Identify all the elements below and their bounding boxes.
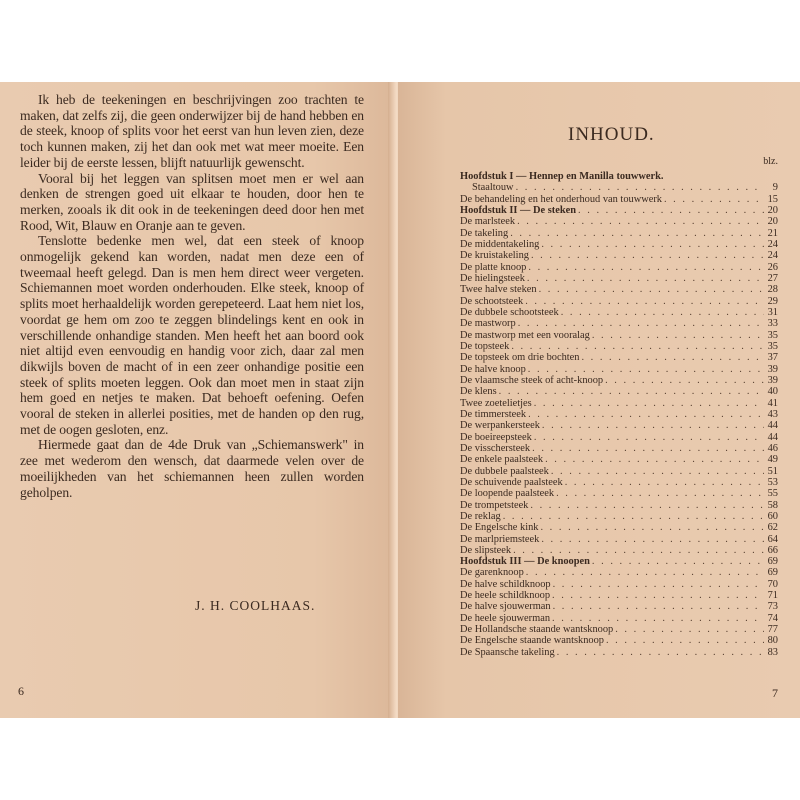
toc-entry-page: 46 bbox=[767, 442, 778, 454]
toc-entry-title: De platte knoop bbox=[460, 261, 527, 273]
toc-entry-page: 80 bbox=[767, 635, 778, 647]
toc-entry-title: Hoofdstuk III — De knoopen bbox=[460, 556, 590, 568]
toc-row bbox=[460, 239, 778, 250]
toc-entry-title: De topsteek om drie bochten bbox=[460, 352, 580, 364]
toc-row bbox=[460, 307, 778, 318]
toc-entry-title: De visschersteek bbox=[460, 442, 531, 454]
toc-entry-title: De slipsteek bbox=[460, 544, 512, 556]
toc-entry-title: Twee zoetelietjes bbox=[460, 397, 532, 409]
toc-leader-dots bbox=[540, 420, 764, 431]
paragraph: Ik heb de teekeningen en beschrijvingen zoo trachten te maken, dat zelfs zij, die geen onderwijzer bij de hand hebben en de steek, knoop of splits voor het eerst van hun leven zien, deze toch kunnen maken, zij het dan ook met wat meer moeite. Een leider bij de eerste lessen, blijft natuurlijk gewenscht. bbox=[20, 92, 364, 170]
toc-leader-dots bbox=[497, 386, 764, 397]
toc-entry-page: 44 bbox=[767, 431, 778, 443]
toc-leader-dots bbox=[539, 534, 764, 545]
toc-entry-page: 44 bbox=[767, 420, 778, 432]
open-book bbox=[0, 82, 800, 718]
toc-entry-title: De heele sjouwerman bbox=[460, 612, 551, 624]
toc-leader-dots bbox=[590, 330, 764, 341]
toc-row bbox=[460, 409, 778, 420]
toc-leader-dots bbox=[579, 352, 764, 363]
toc-leader-dots bbox=[515, 216, 764, 227]
author-signature: J. H. COOLHAAS. bbox=[195, 598, 316, 613]
toc-entry-page: 20 bbox=[767, 204, 778, 216]
toc-leader-dots bbox=[604, 635, 764, 646]
preface-text bbox=[20, 92, 364, 500]
toc-row bbox=[460, 534, 778, 545]
toc-entry-title: De dubbele paalsteek bbox=[460, 465, 549, 477]
toc-row bbox=[460, 613, 778, 624]
toc-row bbox=[460, 318, 778, 329]
toc-row bbox=[460, 250, 778, 261]
toc-row bbox=[460, 624, 778, 635]
toc-entry-title: Hoofdstuk I — Hennep en Manilla touwwerk. bbox=[460, 171, 664, 182]
toc-entry-page: 62 bbox=[767, 522, 778, 534]
toc-entry-page: 29 bbox=[767, 295, 778, 307]
toc-leader-dots bbox=[551, 579, 764, 590]
toc-entry-title: De werpankersteek bbox=[460, 420, 540, 432]
toc-leader-dots bbox=[514, 182, 764, 193]
toc-leader-dots bbox=[523, 296, 764, 307]
toc-leader-dots bbox=[526, 364, 764, 375]
toc-entry-page: 28 bbox=[767, 284, 778, 296]
toc-entry-title: De schootsteek bbox=[460, 295, 524, 307]
toc-row bbox=[460, 511, 778, 522]
toc-leader-dots bbox=[532, 398, 764, 409]
toc-entry-title: De klens bbox=[460, 386, 497, 398]
toc-entry-page: 24 bbox=[767, 238, 778, 250]
toc-row bbox=[460, 454, 778, 465]
toc-entry-title: De schuivende paalsteek bbox=[460, 476, 563, 488]
toc-entry-title: De hielingsteek bbox=[460, 272, 525, 284]
toc-entry-page: 69 bbox=[767, 556, 778, 568]
toc-leader-dots bbox=[613, 624, 764, 635]
toc-entry-title: De halve knoop bbox=[460, 363, 526, 375]
toc-row bbox=[460, 601, 778, 612]
toc-row bbox=[460, 341, 778, 352]
toc-entry-title: De Hollandsche staande wantsknoop bbox=[460, 624, 614, 636]
toc-entry-title: De marlsteek bbox=[460, 216, 516, 228]
toc-row bbox=[460, 228, 778, 239]
paragraph: Vooral bij het leggen van splitsen moet men er wel aan denken de strengen goed uit elkaar te houden, door hen te merken, zooals ik dit ook in de teekeningen deed door hen met Rood, Wit, Blauw en Oranje aan te geven. bbox=[20, 170, 364, 233]
toc-row bbox=[460, 522, 778, 533]
toc-leader-dots bbox=[530, 443, 764, 454]
toc-row bbox=[460, 477, 778, 488]
right-page bbox=[398, 82, 800, 718]
toc-entry-title: De enkele paalsteek bbox=[460, 454, 544, 466]
toc-entry-title: De halve schildknoop bbox=[460, 578, 551, 590]
toc-row bbox=[460, 432, 778, 443]
toc-entry-title: De kruistakeling bbox=[460, 250, 529, 262]
toc-entry-title: De loopende paalsteek bbox=[460, 488, 555, 500]
paragraph: Hiermede gaat dan de 4de Druk van „Schiemanswerk" in zee met wederom den wensch, dat daarmede velen over de moeilijkheden van het schiemannen heen zullen worden geholpen. bbox=[20, 437, 364, 500]
toc-leader-dots bbox=[524, 567, 764, 578]
toc-leader-dots bbox=[563, 477, 764, 488]
toc-chapter-row bbox=[460, 205, 778, 216]
toc-leader-dots bbox=[603, 375, 764, 386]
toc-entry-page: 74 bbox=[767, 612, 778, 624]
toc-leader-dots bbox=[526, 262, 764, 273]
toc-row bbox=[460, 545, 778, 556]
toc-row bbox=[460, 262, 778, 273]
toc-leader-dots bbox=[525, 273, 764, 284]
toc-row bbox=[460, 466, 778, 477]
toc-entry-title: De topsteek bbox=[460, 340, 510, 352]
toc-entry-title: De Engelsche kink bbox=[460, 522, 539, 534]
toc-entry-title: De behandeling en het onderhoud van touwwerk bbox=[460, 193, 662, 205]
page-column-header: blz. bbox=[763, 156, 778, 167]
toc-leader-dots bbox=[537, 284, 764, 295]
toc-entry-page: 37 bbox=[767, 352, 778, 364]
toc-entry-page: 64 bbox=[767, 533, 778, 545]
toc-entry-title: De mastworp bbox=[460, 318, 516, 330]
toc-leader-dots bbox=[576, 205, 764, 216]
toc-entry-page: 60 bbox=[767, 510, 778, 522]
toc-entry-page: 43 bbox=[767, 408, 778, 420]
toc-entry-title: De mastworp met een vooralag bbox=[460, 329, 590, 341]
toc-entry-title: De vlaamsche steek of acht-knoop bbox=[460, 374, 604, 386]
toc-entry-page: 15 bbox=[767, 193, 778, 205]
toc-leader-dots bbox=[526, 409, 764, 420]
toc-leader-dots bbox=[590, 556, 764, 567]
toc-entry-page: 9 bbox=[772, 182, 778, 194]
toc-leader-dots bbox=[511, 545, 764, 556]
toc-entry-title: De halve sjouwerman bbox=[460, 601, 551, 613]
toc-entry-title: De takeling bbox=[460, 227, 509, 239]
toc-row bbox=[460, 364, 778, 375]
toc-row bbox=[460, 182, 778, 193]
page-number-left: 6 bbox=[18, 684, 24, 698]
toc-entry-page: 55 bbox=[767, 488, 778, 500]
toc-entry-page: 33 bbox=[767, 318, 778, 330]
toc-row bbox=[460, 330, 778, 341]
toc-leader-dots bbox=[543, 454, 764, 465]
toc-entry-title: De timmersteek bbox=[460, 408, 527, 420]
toc-entry-page: 27 bbox=[767, 272, 778, 284]
toc-row bbox=[460, 443, 778, 454]
toc-entry-title: De garenknoop bbox=[460, 567, 524, 579]
toc-entry-page: 69 bbox=[767, 567, 778, 579]
toc-entry-page: 35 bbox=[767, 340, 778, 352]
toc-entry-page: 35 bbox=[767, 329, 778, 341]
toc-row bbox=[460, 398, 778, 409]
toc-row bbox=[460, 567, 778, 578]
toc-entry-title: De dubbele schootsteek bbox=[460, 306, 559, 318]
toc-entry-page: 40 bbox=[767, 386, 778, 398]
toc-entry-page: 49 bbox=[767, 454, 778, 466]
toc-entry-title: De Spaansche takeling bbox=[460, 646, 555, 658]
toc-row bbox=[460, 590, 778, 601]
toc-row bbox=[460, 273, 778, 284]
toc-entry-page: 83 bbox=[767, 646, 778, 658]
toc-entry-page: 31 bbox=[767, 306, 778, 318]
toc-leader-dots bbox=[550, 613, 764, 624]
table-of-contents bbox=[460, 171, 778, 658]
toc-entry-page: 51 bbox=[767, 465, 778, 477]
toc-leader-dots bbox=[509, 341, 764, 352]
toc-leader-dots bbox=[532, 432, 764, 443]
toc-leader-dots bbox=[662, 194, 764, 205]
toc-row bbox=[460, 386, 778, 397]
toc-entry-page: 53 bbox=[767, 476, 778, 488]
toc-row bbox=[460, 194, 778, 205]
toc-entry-page: 39 bbox=[767, 363, 778, 375]
toc-entry-title: Staaltouw bbox=[472, 182, 514, 194]
toc-entry-page: 39 bbox=[767, 374, 778, 386]
toc-leader-dots bbox=[555, 647, 764, 658]
toc-chapter-row bbox=[460, 171, 778, 182]
toc-entry-title: De heele schildknoop bbox=[460, 590, 551, 602]
toc-leader-dots bbox=[539, 239, 764, 250]
toc-entry-title: De middentakeling bbox=[460, 238, 540, 250]
toc-entry-page: 26 bbox=[767, 261, 778, 273]
toc-leader-dots bbox=[559, 307, 764, 318]
toc-row bbox=[460, 284, 778, 295]
toc-leader-dots bbox=[550, 590, 764, 601]
toc-entry-title: De reklag bbox=[460, 510, 501, 522]
toc-entry-page: 77 bbox=[767, 624, 778, 636]
toc-entry-page: 66 bbox=[767, 544, 778, 556]
toc-leader-dots bbox=[501, 511, 764, 522]
toc-leader-dots bbox=[551, 601, 764, 612]
toc-leader-dots bbox=[528, 500, 764, 511]
toc-row bbox=[460, 352, 778, 363]
toc-row bbox=[460, 579, 778, 590]
toc-entry-page: 70 bbox=[767, 578, 778, 590]
toc-entry-page: 24 bbox=[767, 250, 778, 262]
toc-row bbox=[460, 216, 778, 227]
toc-row bbox=[460, 500, 778, 511]
toc-leader-dots bbox=[508, 228, 764, 239]
toc-chapter-row bbox=[460, 556, 778, 567]
toc-entry-title: De marlpriemsteek bbox=[460, 533, 540, 545]
contents-title: INHOUD. bbox=[568, 124, 655, 145]
toc-entry-title: De trompetsteek bbox=[460, 499, 529, 511]
toc-entry-page: 73 bbox=[767, 601, 778, 613]
toc-row bbox=[460, 647, 778, 658]
page-number-right: 7 bbox=[772, 686, 778, 700]
toc-leader-dots bbox=[529, 250, 764, 261]
toc-row bbox=[460, 635, 778, 646]
toc-entry-page: 20 bbox=[767, 216, 778, 228]
toc-entry-page: 21 bbox=[767, 227, 778, 239]
toc-entry-title: Twee halve steken bbox=[460, 284, 537, 296]
toc-leader-dots bbox=[538, 522, 764, 533]
left-page bbox=[0, 82, 392, 718]
toc-row bbox=[460, 375, 778, 386]
paragraph: Tenslotte bedenke men wel, dat een steek of knoop onmogelijk gekend kan worden, nadat men deze een of tweemaal heeft gelegd. Dan is men hem direct weer vergeten. Schiemannen moet worden onderhouden. Elke steek, knoop of splits moet herhaaldelijk worden gerepeteerd. Laat hem niet los, voordat ge hem om zoo te zeggen blindelings kent en ook in verschillende onhandige standen. Men heeft het aan boord ook niet altijd even eenvoudig en handig voor zich, daar zal men dikwijls boven de macht of in een zeer onhandige positie een steek of splits moeten leggen. Ook dan moet men in staat zijn hem goed en netjes te maken. Dat behoeft oefening. Oefen vooral de steken in allerlei posities, met de handen op den rug, met de oogen gesloten, enz. bbox=[20, 233, 364, 437]
toc-entry-page: 58 bbox=[767, 499, 778, 511]
toc-entry-title: Hoofdstuk II — De steken bbox=[460, 204, 577, 216]
toc-entry-title: De boeireepsteek bbox=[460, 431, 532, 443]
toc-row bbox=[460, 420, 778, 431]
toc-entry-title: De Engelsche staande wantsknoop bbox=[460, 635, 604, 647]
toc-entry-page: 41 bbox=[767, 397, 778, 409]
toc-row bbox=[460, 488, 778, 499]
toc-entry-page: 71 bbox=[767, 590, 778, 602]
toc-leader-dots bbox=[516, 318, 764, 329]
toc-row bbox=[460, 296, 778, 307]
toc-leader-dots bbox=[554, 488, 764, 499]
toc-leader-dots bbox=[549, 466, 764, 477]
